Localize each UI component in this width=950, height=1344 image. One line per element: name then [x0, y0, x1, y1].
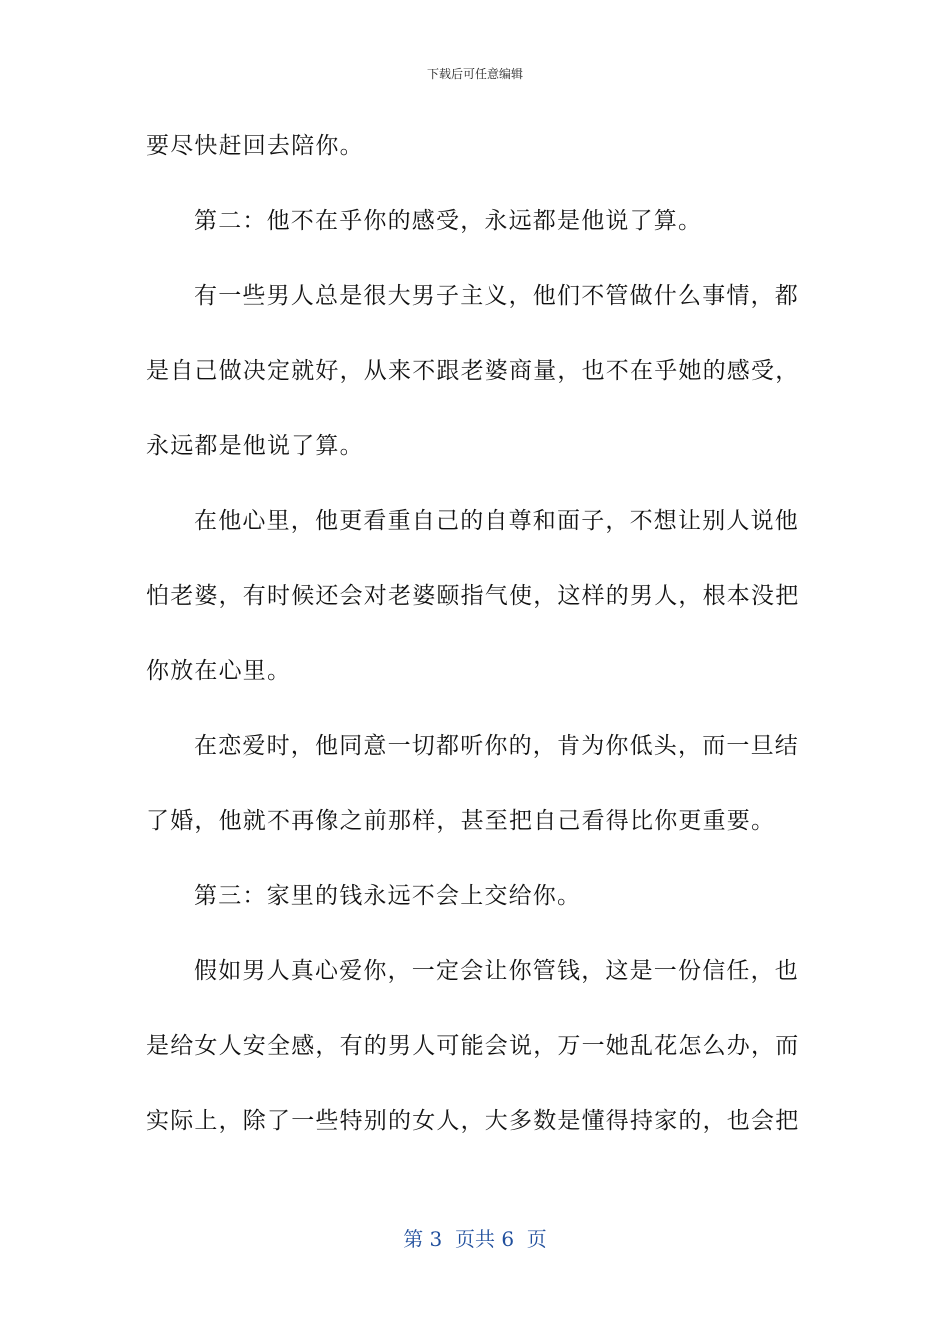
- text-line-10: 了婚，他就不再像之前那样，甚至把自己看得比你更重要。: [146, 808, 776, 834]
- text-line-14: 实际上，除了一些特别的女人，大多数是懂得持家的，也会把: [146, 1108, 800, 1134]
- text-line-3: 有一些男人总是很大男子主义，他们不管做什么事情，都: [194, 283, 799, 309]
- text-line-4: 是自己做决定就好，从来不跟老婆商量，也不在乎她的感受，: [146, 358, 800, 384]
- section-heading-2: 第二：他不在乎你的感受，永远都是他说了算。: [194, 208, 703, 234]
- section-heading-3: 第三：家里的钱永远不会上交给你。: [194, 883, 582, 909]
- text-line-13: 是给女人安全感，有的男人可能会说，万一她乱花怎么办，而: [146, 1033, 800, 1059]
- page-header: 下载后可任意编辑: [426, 67, 523, 81]
- text-line-12: 假如男人真心爱你，一定会让你管钱，这是一份信任，也: [194, 958, 799, 984]
- text-line-8: 你放在心里。: [146, 658, 292, 684]
- text-line-6: 在他心里，他更看重自己的自尊和面子，不想让别人说他: [194, 508, 799, 534]
- text-line-5: 永远都是他说了算。: [146, 433, 364, 459]
- text-line-9: 在恋爱时，他同意一切都听你的，肯为你低头，而一旦结: [194, 733, 799, 759]
- page-number-footer: 第 3 页共 6 页: [403, 1227, 547, 1251]
- text-line-1: 要尽快赶回去陪你。: [146, 133, 364, 159]
- text-line-7: 怕老婆，有时候还会对老婆颐指气使，这样的男人，根本没把: [146, 583, 800, 609]
